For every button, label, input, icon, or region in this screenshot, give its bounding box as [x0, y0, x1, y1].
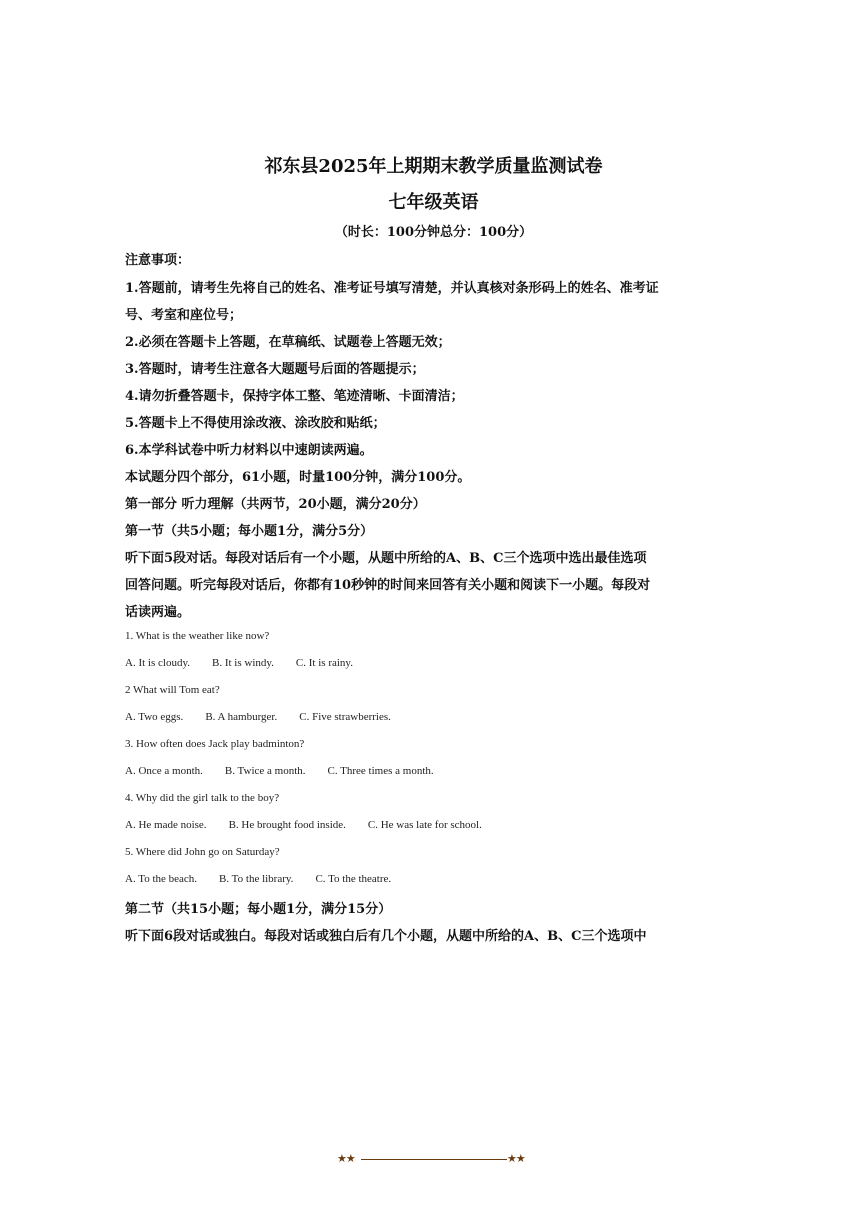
question-1-options — [125, 657, 725, 669]
question-2: 2 What will Tom eat? — [125, 684, 220, 696]
notice-item: 3.答题时，请考生注意各大题题号后面的答题提示； — [125, 362, 425, 377]
option-b: B. To the library. — [219, 873, 294, 885]
question-2-options — [125, 711, 725, 723]
question-4: 4. Why did the girl talk to the boy? — [125, 792, 280, 804]
option-a: A. He made noise. — [125, 819, 207, 831]
section1-instructions: 回答问题。听完每段对话后，你都有10秒钟的时间来回答有关小题和阅读下一小题。每段对 — [125, 578, 651, 593]
exam-subject: 七年级英语 — [388, 192, 479, 213]
option-b: B. He brought food inside. — [228, 819, 346, 831]
question-4-options — [125, 819, 725, 831]
option-c: C. Five strawberries. — [299, 711, 391, 723]
notice-item: 号、考室和座位号； — [125, 308, 243, 323]
option-c: C. It is rainy. — [295, 657, 353, 669]
exam-summary: 本试题分四个部分，61小题，时量100分钟，满分100分。 — [125, 470, 471, 485]
option-a: A. Two eggs. — [125, 711, 184, 723]
exam-title: 祁东县2025年上期期末教学质量监测试卷 — [264, 156, 603, 177]
notice-item: 2.必须在答题卡上答题，在草稿纸、试题卷上答题无效； — [125, 335, 451, 350]
question-3-options — [125, 765, 725, 777]
option-b: B. A hamburger. — [205, 711, 278, 723]
footer-divider — [361, 1159, 507, 1160]
option-c: C. He was late for school. — [367, 819, 482, 831]
option-c: C. Three times a month. — [327, 765, 434, 777]
section2-heading: 第二节（共15小题；每小题1分，满分15分） — [125, 902, 392, 917]
option-c: C. To the theatre. — [315, 873, 392, 885]
part1-heading: 第一部分 听力理解（共两节，20小题，满分20分） — [125, 497, 426, 512]
notice-item: 1.答题前，请考生先将自己的姓名、准考证号填写清楚，并认真核对条形码上的姓名、准考证 — [125, 281, 659, 296]
question-1: 1. What is the weather like now? — [125, 630, 270, 642]
section1-instructions: 听下面5段对话。每段对话后有一个小题，从题中所给的A、B、C三个选项中选出最佳选项 — [125, 551, 647, 566]
exam-time-info: （时长：100分钟总分：100分） — [334, 225, 533, 240]
page-footer-ornament — [337, 1152, 532, 1168]
option-a: A. Once a month. — [125, 765, 203, 777]
notice-item: 5.答题卡上不得使用涂改液、涂改胶和贴纸； — [125, 416, 386, 431]
notice-heading: 注意事项： — [125, 253, 191, 268]
option-a: A. To the beach. — [125, 873, 198, 885]
notice-item: 4.请勿折叠答题卡，保持字体工整、笔迹清晰、卡面清洁； — [125, 389, 464, 404]
section1-instructions: 话读两遍。 — [125, 605, 191, 620]
question-5: 5. Where did John go on Saturday? — [125, 846, 280, 858]
star-icon: ★★ — [507, 1152, 525, 1165]
section1-heading: 第一节（共5小题；每小题1分，满分5分） — [125, 524, 374, 539]
star-icon: ★★ — [337, 1152, 355, 1165]
question-3: 3. How often does Jack play badminton? — [125, 738, 305, 750]
section2-instructions: 听下面6段对话或独白。每段对话或独白后有几个小题，从题中所给的A、B、C三个选项中 — [125, 929, 647, 944]
option-b: B. It is windy. — [211, 657, 274, 669]
question-5-options — [125, 873, 725, 885]
option-a: A. It is cloudy. — [125, 657, 190, 669]
notice-item: 6.本学科试卷中听力材料以中速朗读两遍。 — [125, 443, 373, 458]
option-b: B. Twice a month. — [224, 765, 306, 777]
